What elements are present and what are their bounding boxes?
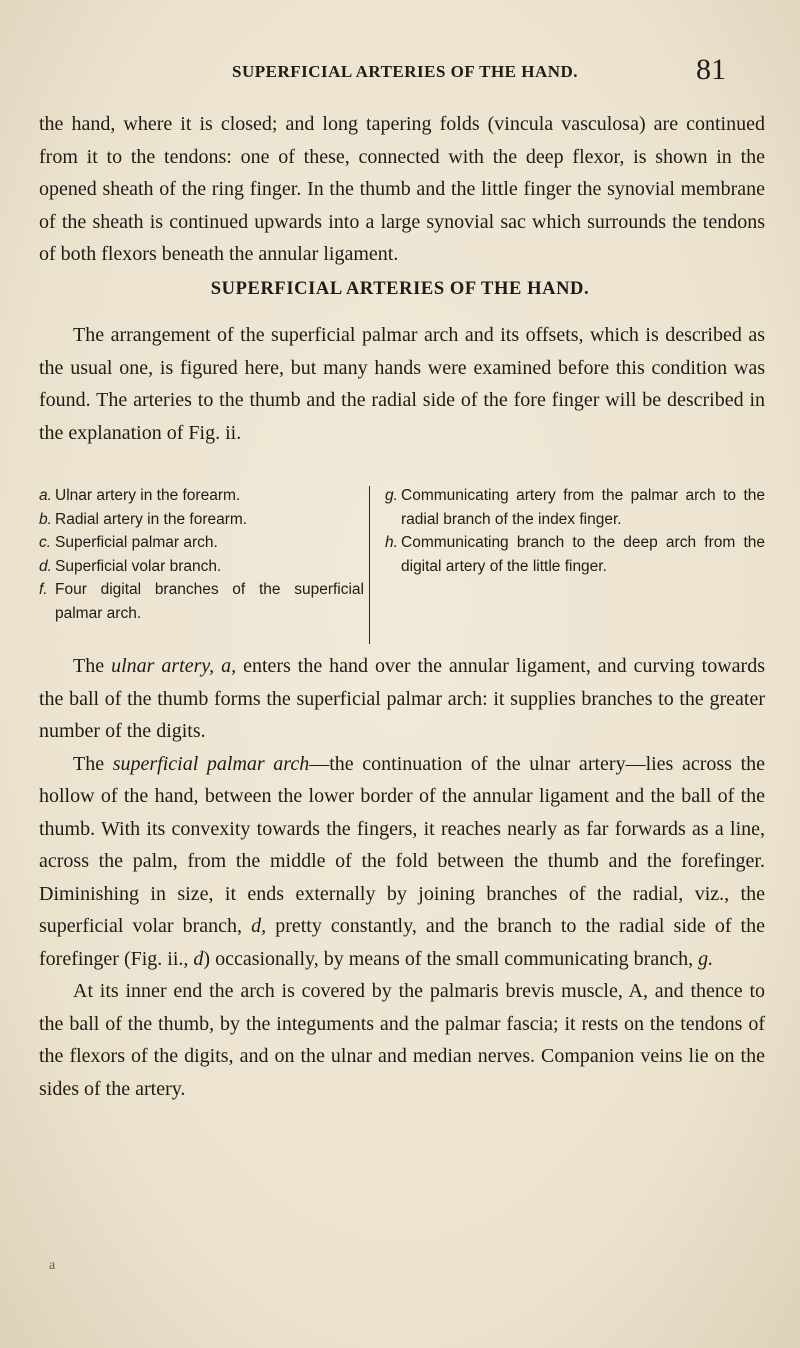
paragraph-intro: The arrangement of the superficial palmar arch and its offsets, which is described as the usual one, is figured here, but many hands were examined before this condition was found. The arteries to the thumb and the radial side of the fore finger will be described in the explanation of Fig. ii. — [39, 324, 765, 444]
legend-item — [39, 578, 364, 625]
legend-text: Communicating branch to the deep arch from the digital artery of the little finger. — [401, 534, 765, 575]
paragraph-palmar-arch — [39, 748, 765, 976]
running-head: SUPERFICIAL ARTERIES OF THE HAND. — [232, 62, 579, 81]
printer-mark: a — [49, 1258, 56, 1273]
legend-text: Ulnar artery in the forearm. — [55, 487, 241, 504]
legend-divider — [369, 486, 370, 644]
legend-item — [385, 531, 765, 578]
paragraph-ulnar-artery — [39, 650, 765, 748]
legend-item — [385, 484, 765, 531]
text-run: The — [73, 752, 113, 775]
emphasis-letter: d, — [251, 915, 267, 937]
legend-column-left — [39, 484, 364, 625]
text-run: pretty constantly, and the branch to the radial side of the forefinger (Fig. ii., — [39, 915, 765, 970]
emphasis-term: superficial palmar arch — [112, 752, 310, 775]
legend-text: Radial artery in the forearm. — [55, 510, 248, 528]
legend-letter: c. — [39, 534, 52, 551]
legend-letter: h. — [385, 534, 398, 551]
legend-item — [39, 531, 364, 555]
legend-letter: g. — [385, 487, 398, 504]
legend-text: Four digital branches of the superficial palmar arch. — [55, 581, 364, 622]
section-title: SUPERFICIAL ARTERIES OF THE HAND. — [210, 279, 590, 299]
page-number: 81 — [696, 53, 726, 86]
legend-letter: a. — [39, 487, 52, 504]
paragraph-arch-relations: At its inner end the arch is covered by the palmaris brevis muscle, A, and thence to the ball of the thumb, by the integuments and the palmar fascia; it rests on the tendons of the flexors of the digits, and on the ulnar and median nerves. Companion veins lie on the sides of the artery. — [39, 980, 765, 1100]
text-run: —the continuation of the ulnar artery—lies across the hollow of the hand, between the lower border of the annular ligament and the ball of the thumb. With its convexity towards the fingers, it reaches nearly as far forwards as a line, across the palm, from the middle of the fold between the thumb and the forefinger. Diminishing in size, it ends externally by joining branches of the radial, viz., the superficial volar branch, — [39, 752, 766, 937]
text-run: enters the hand over the annular ligament, and curving towards the ball of the thumb forms the superficial palmar arch: it supplies branches to the greater number of the digits. — [39, 655, 766, 742]
legend-item — [39, 555, 364, 579]
legend-letter: f. — [39, 581, 48, 598]
legend-column-right — [385, 484, 765, 578]
legend-item — [39, 484, 364, 508]
emphasis-term: ulnar artery, a, — [111, 655, 237, 677]
emphasis-letter: g. — [698, 947, 714, 970]
text-run: The — [73, 655, 112, 677]
legend-letter: b. — [39, 510, 52, 528]
legend-letter: d. — [39, 557, 52, 575]
text-run: ) occasionally, by means of the small communicating branch, — [203, 947, 699, 970]
legend-text: Communicating artery from the palmar arch to the radial branch of the index finger. — [401, 487, 765, 528]
legend-item — [39, 508, 364, 532]
paragraph-continued: the hand, where it is closed; and long tapering folds (vincula vasculosa) are continued from it to the tendons: one of these, connected with the deep flexor, is shown in the opened sheath of the ring finger. In the thumb and the little finger the synovial membrane of the sheath is continued upwards into a large synovial sac which surrounds the tendons of both flexors beneath the annular ligament. — [39, 113, 765, 265]
legend-text: Superficial palmar arch. — [55, 534, 218, 551]
figure-legend — [39, 484, 765, 646]
emphasis-letter: d — [193, 947, 204, 970]
legend-text: Superficial volar branch. — [55, 557, 222, 575]
paragraph-group — [39, 650, 765, 1105]
